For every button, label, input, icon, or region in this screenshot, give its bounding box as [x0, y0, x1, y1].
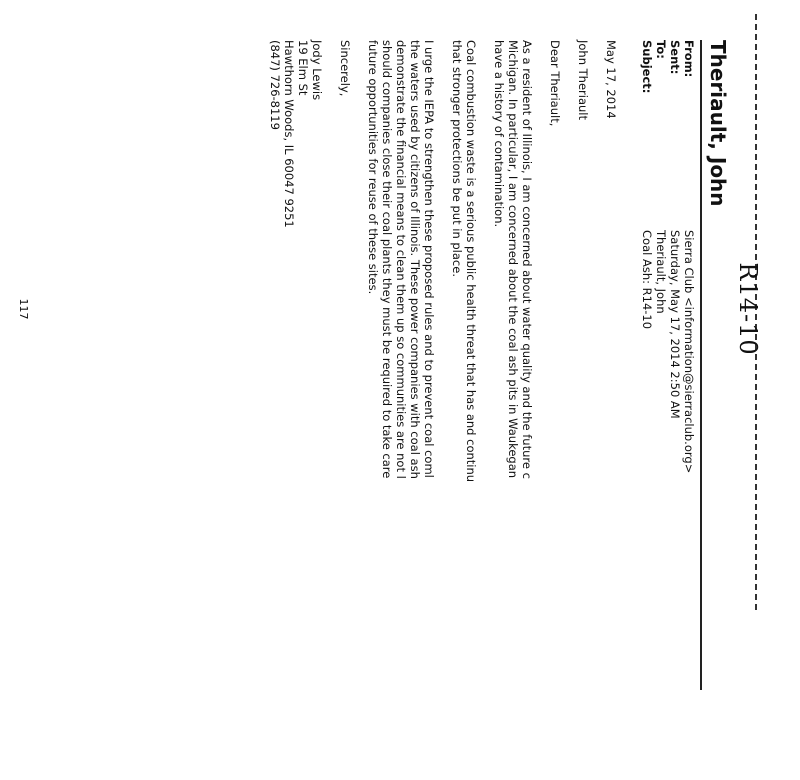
text-line: future opportunities for reuse of these sites. [366, 40, 380, 295]
sender-name-heading: Theriault, John [706, 40, 730, 207]
text-line: I urge the IEPA to strengthen these proposed rules and to prevent coal coml [422, 40, 436, 478]
header-row-subject [640, 40, 654, 740]
header-label: Subject: [640, 40, 654, 94]
text-line: have a history of contamination. [492, 40, 506, 228]
text-line: should companies close their coal plants they must be required to take care [380, 40, 394, 479]
text-line: demonstrate the financial means to clean them up so communities are not l [394, 40, 408, 479]
header-row-from [682, 40, 696, 740]
signature-block [268, 40, 324, 780]
email-headers [640, 40, 696, 740]
paragraph-1 [492, 40, 534, 780]
letter-closing: Sincerely, [338, 40, 352, 97]
header-label: To: [654, 40, 668, 59]
header-value: Sierra Club <information@sierraclub.org> [682, 230, 696, 474]
signature-phone: (847) 726-8119 [268, 40, 282, 130]
signature-city: Hawthorn Woods, IL 60047 9251 [282, 40, 296, 228]
heading-underline [700, 40, 702, 690]
page-number: 117 [17, 298, 30, 320]
letter-recipient: John Theriault [576, 40, 590, 121]
header-value: Theriault, John [654, 230, 668, 314]
header-value: Saturday, May 17, 2014 2:50 AM [668, 230, 682, 419]
header-label: Sent: [668, 40, 682, 75]
text-line: As a resident of Illinois, I am concerned about water quality and the future c [520, 40, 534, 479]
letter-date: May 17, 2014 [604, 40, 618, 119]
signature-street: 19 Elm St [296, 40, 310, 96]
header-value: Coal Ash: R14-10 [640, 230, 654, 330]
text-line: Coal combustion waste is a serious public health threat that has and continu [464, 40, 478, 483]
text-line: that stronger protections be put in place. [450, 40, 464, 277]
text-line: Michigan. In particular, I am concerned about the coal ash pits in Waukegan [506, 40, 520, 479]
signature-name: Jody Lewis [310, 40, 324, 101]
paragraph-2 [450, 40, 478, 780]
header-row-to [654, 40, 668, 740]
letter-body [254, 40, 618, 780]
letter-salutation: Dear Theriault, [548, 40, 562, 127]
paragraph-3 [366, 40, 436, 780]
header-label: From: [682, 40, 696, 78]
header-row-sent [668, 40, 682, 740]
text-line: the waters used by citizens of Illinois. These power companies with coal ash [408, 40, 422, 479]
document-id: R14-10 [734, 262, 762, 356]
